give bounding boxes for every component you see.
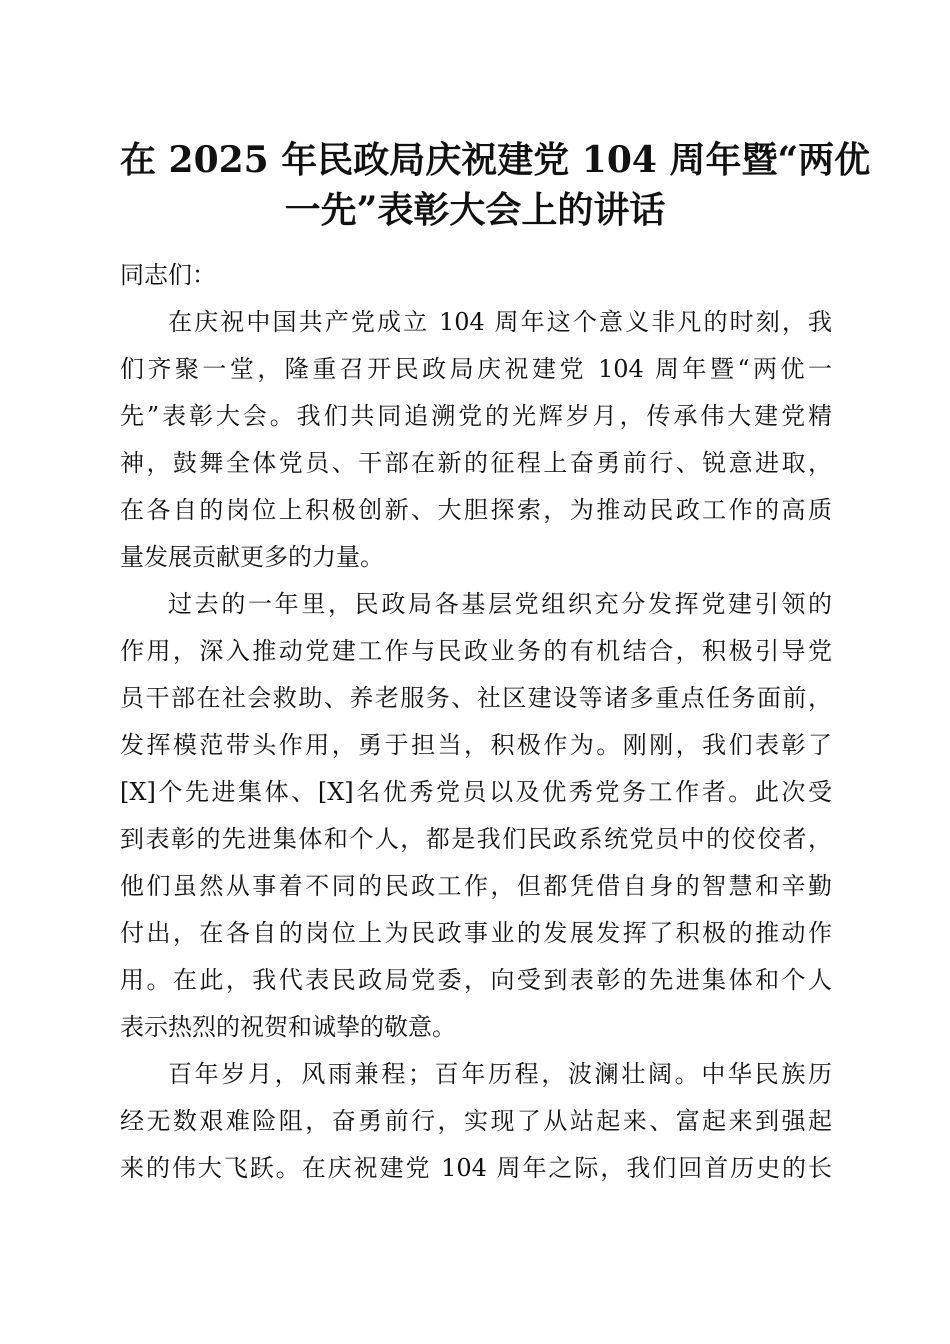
title-line-2: 一先”表彰大会上的讲话 bbox=[284, 189, 666, 231]
paragraph-line: 来的伟大飞跃。在庆祝建党 104 周年之际，我们回首历史的长 bbox=[120, 1154, 832, 1182]
paragraph-line: 表示热烈的祝贺和诚挚的敬意。 bbox=[120, 1013, 456, 1041]
paragraph-line: 先”表彰大会。我们共同追溯党的光辉岁月，传承伟大建党精 bbox=[120, 402, 832, 430]
paragraph-line: 到表彰的先进集体和个人，都是我们民政系统党员中的佼佼者， bbox=[120, 825, 832, 853]
paragraph-line: 过去的一年里，民政局各基层党组织充分发挥党建引领的 bbox=[168, 590, 832, 618]
paragraph-line: 经无数艰难险阻，奋勇前行，实现了从站起来、富起来到强起 bbox=[120, 1107, 832, 1135]
title-line-1: 在 2025 年民政局庆祝建党 104 周年暨“两优 bbox=[120, 139, 871, 181]
paragraph-line: 神，鼓舞全体党员、干部在新的征程上奋勇前行、锐意进取， bbox=[120, 449, 832, 477]
paragraph-line: 在庆祝中国共产党成立 104 周年这个意义非凡的时刻，我 bbox=[168, 308, 832, 336]
document-title bbox=[120, 135, 871, 235]
paragraph-line: 百年岁月，风雨兼程；百年历程，波澜壮阔。中华民族历 bbox=[168, 1060, 832, 1088]
salutation: 同志们： bbox=[120, 261, 216, 289]
paragraph-line: 员干部在社会救助、养老服务、社区建设等诸多重点任务面前， bbox=[120, 684, 832, 712]
document-body bbox=[120, 252, 832, 1192]
paragraph-line: 付出，在各自的岗位上为民政事业的发展发挥了积极的推动作 bbox=[120, 919, 832, 947]
paragraph-line: 发挥模范带头作用，勇于担当，积极作为。刚刚，我们表彰了 bbox=[120, 731, 832, 759]
paragraph-line: 用。在此，我代表民政局党委，向受到表彰的先进集体和个人 bbox=[120, 966, 832, 994]
paragraph-2 bbox=[120, 581, 832, 1051]
paragraph-line: [X]个先进集体、[X]名优秀党员以及优秀党务工作者。此次受 bbox=[120, 778, 832, 806]
paragraph-line: 们齐聚一堂，隆重召开民政局庆祝建党 104 周年暨“两优一 bbox=[120, 355, 832, 383]
paragraph-line: 在各自的岗位上积极创新、大胆探索，为推动民政工作的高质 bbox=[120, 496, 832, 524]
paragraph-line: 作用，深入推动党建工作与民政业务的有机结合，积极引导党 bbox=[120, 637, 832, 665]
paragraph-1 bbox=[120, 299, 832, 581]
paragraph-3 bbox=[120, 1051, 832, 1192]
paragraph-line: 他们虽然从事着不同的民政工作，但都凭借自身的智慧和辛勤 bbox=[120, 872, 832, 900]
paragraph-line: 量发展贡献更多的力量。 bbox=[120, 543, 384, 571]
